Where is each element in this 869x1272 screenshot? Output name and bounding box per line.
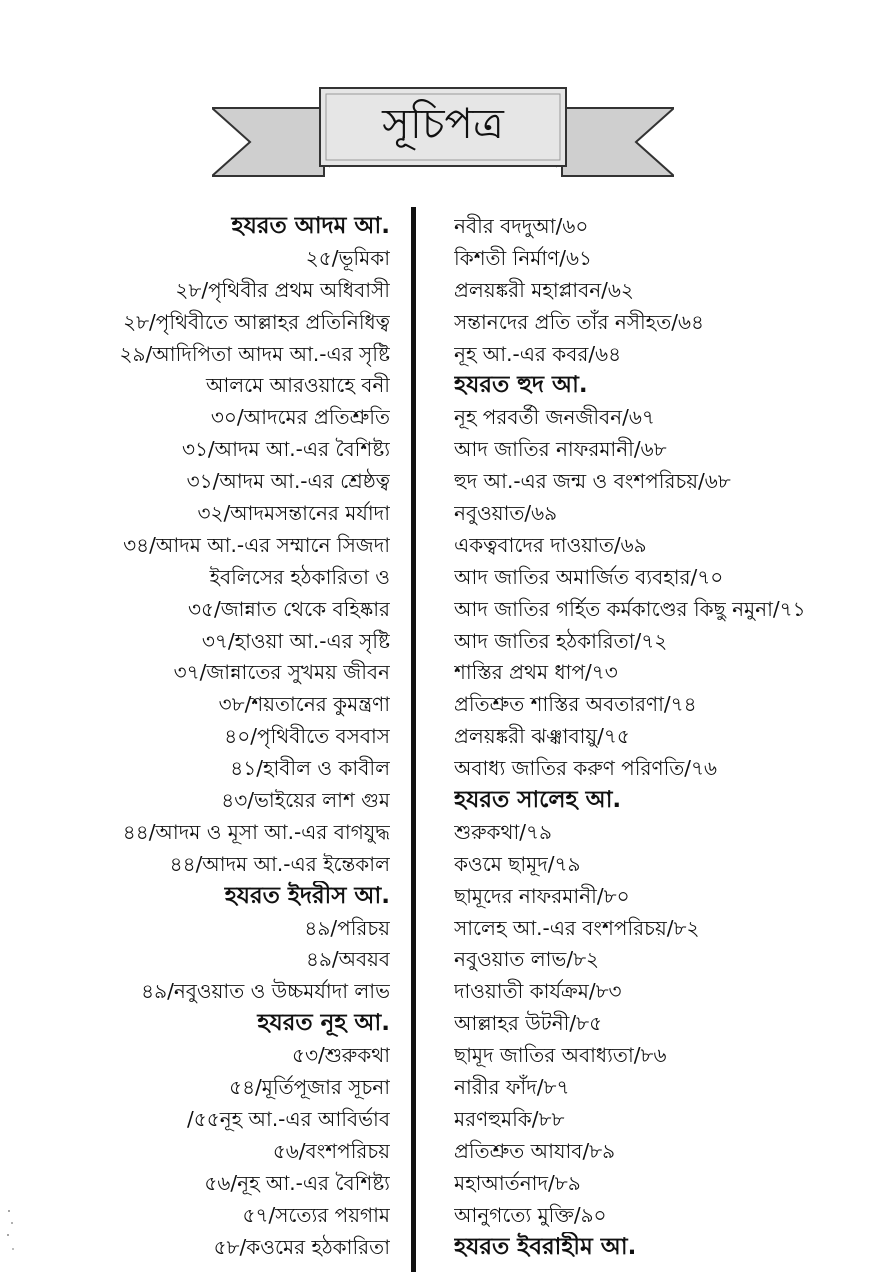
toc-left-entry: ২৮/পৃথিবীর প্রথম অধিবাসী [175,277,390,302]
toc-left-entry: ইবলিসের হঠকারিতা ও [209,564,390,589]
toc-left-entry: ৩৪/আদম আ.-এর সম্মানে সিজদা [123,532,390,557]
page-title: সূচিপত্র [382,99,504,148]
toc-right-section-heading: হযরত ইবরাহীম আ. [454,1233,637,1260]
toc-right-entry: অবাধ্য জাতির করুণ পরিণতি/৭৬ [454,756,718,781]
toc-right-entry: সন্তানদের প্রতি তাঁর নসীহত/৬৪ [454,309,704,334]
toc-right-entry: মহাআর্তনাদ/৮৯ [454,1170,581,1195]
toc-right-entry: নূহ পরবর্তী জনজীবন/৬৭ [454,405,655,430]
toc-right-entry: ছামূদ জাতির অবাধ্যতা/৮৬ [454,1043,667,1068]
toc-right-entry: হুদ আ.-এর জন্ম ও বংশপরিচয়/৬৮ [454,469,731,494]
toc-right-entry: নবুওয়াত লাভ/৮২ [454,947,600,972]
toc-right-entry: নবুওয়াত/৬৯ [454,501,558,526]
toc-left-entry: ২৯/আদিপিতা আদম আ.-এর সৃষ্টি [119,341,390,366]
toc-left-entry: ৪০/পৃথিবীতে বসবাস [224,724,390,749]
toc-right-entry: নূহ আ.-এর কবর/৬৪ [454,341,622,366]
toc-left-entry: ৪৩/ভাইয়ের লাশ গুম [221,788,390,813]
toc-left-entry: ৩০/আদমের প্রতিশ্রুতি [210,405,390,430]
toc-left-entry: /৫৫নূহ আ.-এর আবির্ভাব [187,1106,390,1131]
toc-left-entry: ৩৫/জান্নাত থেকে বহিষ্কার [188,596,390,621]
toc-right-entry: প্রতিশ্রুত শাস্তির অবতারণা/৭৪ [454,692,697,717]
toc-left-entry: ৩৭/জান্নাতের সুখময় জীবন [173,660,390,685]
toc-left-entry: ৪৯/নবুওয়াত ও উচ্চমর্যাদা লাভ [141,979,390,1004]
toc-left-entry: ৩১/আদম আ.-এর শ্রেষ্ঠত্ব [186,469,390,494]
toc-right-entry: ছামূদের নাফরমানী/৮০ [454,883,630,908]
scan-specks [6,1205,16,1265]
toc-left-entry: ২৮/পৃথিবীতে আল্লাহর প্রতিনিধিত্ব [123,309,390,334]
toc-right-entry: নারীর ফাঁদ/৮৭ [454,1075,570,1100]
toc-right-section-heading: হযরত সালেহ আ. [454,787,622,814]
toc-left-entry: ৪৪/আদম আ.-এর ইন্তেকাল [169,851,390,876]
toc-left-entry: ৫৩/শুরুকথা [291,1043,390,1068]
toc-right-entry: আদ জাতির অমার্জিত ব্যবহার/৭০ [454,564,724,589]
toc-right-entry: সালেহ আ.-এর বংশপরিচয়/৮২ [454,915,700,940]
toc-left-entry: ৩২/আদমসন্তানের মর্যাদা [197,501,390,526]
toc-left-entry: ৪১/হাবীল ও কাবীল [230,756,390,781]
toc-right-entry: শুরুকথা/৭৯ [454,819,553,844]
toc-right-entry: দাওয়াতী কার্যক্রম/৮৩ [454,979,622,1004]
toc-left-entry: ৫৬/বংশপরিচয় [272,1138,390,1163]
toc-right-entry: মরণহুমকি/৮৮ [454,1106,565,1131]
toc-right-entry: কিশতী নির্মাণ/৬১ [454,245,593,270]
toc-left-entry: ২৫/ভূমিকা [305,245,390,270]
toc-right-entry: আদ জাতির গর্হিত কর্মকাণ্ডের কিছু নমুনা/৭১ [454,596,806,621]
toc-left-entry: ৩১/আদম আ.-এর বৈশিষ্ট্য [181,437,390,462]
toc-left-column [10,211,390,1263]
toc-left-section-heading: হযরত ইদরীস আ. [224,882,390,909]
toc-left-entry: ৪৯/পরিচয় [304,915,390,940]
toc-left-entry: ৫৮/কওমের হঠকারিতা [213,1234,390,1259]
toc-left-section-heading: হযরত নূহ আ. [257,1010,390,1037]
toc-right-entry: একত্ববাদের দাওয়াত/৬৯ [454,532,647,557]
title-banner [212,84,674,194]
toc-right-entry: আদ জাতির হঠকারিতা/৭২ [454,628,668,653]
toc-right-entry: কওমে ছামূদ/৭৯ [454,851,581,876]
toc-right-entry: শাস্তির প্রথম ধাপ/৭৩ [454,660,618,685]
toc-right-entry: আদ জাতির নাফরমানী/৬৮ [454,437,667,462]
column-divider [411,207,416,1272]
toc-left-entry: ৪৪/আদম ও মূসা আ.-এর বাগযুদ্ধ [122,819,390,844]
toc-left-section-heading: হযরত আদম আ. [231,213,390,239]
toc-left-entry: আলমে আরওয়াহে বনী [205,373,390,398]
toc-right-entry: প্রতিশ্রুত আযাব/৮৯ [454,1138,616,1163]
toc-right-section-heading: হযরত হুদ আ. [454,372,588,399]
toc-left-entry: ৫৭/সত্যের পয়গাম [242,1202,390,1227]
toc-left-entry: ৩৮/শয়তানের কুমন্ত্রণা [218,692,390,717]
toc-right-entry: প্রলয়ঙ্করী ঝঞ্ঝাবায়ু/৭৫ [454,724,630,749]
toc-left-entry: ৫৪/মূর্তিপূজার সূচনা [229,1075,390,1100]
toc-right-entry: আনুগত্যে মুক্তি/৯০ [454,1202,607,1227]
toc-left-entry: ৩৭/হাওয়া আ.-এর সৃষ্টি [201,628,390,653]
toc-left-entry: ৫৬/নূহ আ.-এর বৈশিষ্ট্য [204,1170,390,1195]
toc-right-column [454,211,864,1263]
toc-right-entry: নবীর বদদুআ/৬০ [454,214,589,238]
toc-right-entry: প্রলয়ঙ্করী মহাপ্লাবন/৬২ [454,277,634,302]
toc-right-entry: আল্লাহর উটনী/৮৫ [454,1011,603,1036]
toc-left-entry: ৪৯/অবয়ব [305,947,390,972]
